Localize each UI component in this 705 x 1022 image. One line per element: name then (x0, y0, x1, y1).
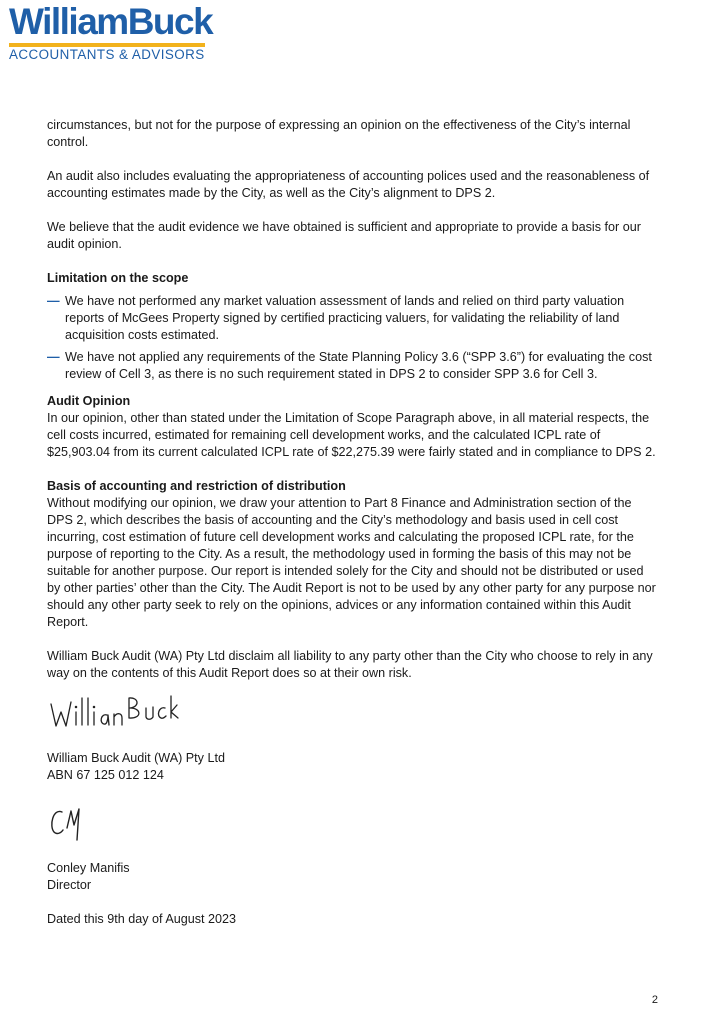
paragraph-audit-evidence: We believe that the audit evidence we have obtained is sufficient and appropriate to provide a basis for our audit opinion. (47, 220, 641, 251)
director-signature (47, 800, 107, 844)
dash-bullet-icon: — (47, 294, 60, 308)
list-item (47, 349, 659, 383)
firm-signature (47, 688, 187, 730)
limitation-item-text: We have not applied any requirements of the State Planning Policy 3.6 (“SPP 3.6”) for evaluating the cost review of Cell 3, as there is no such requirement stated in DPS 2 to consider SPP 3.6 for Cell 3. (65, 350, 652, 381)
company-logo (9, 1, 213, 63)
logo-wordmark: WilliamBuck (9, 1, 213, 42)
basis-paragraph: Without modifying our opinion, we draw your attention to Part 8 Finance and Administration section of the DPS 2, which describes the basis of accounting and the City’s methodology and basis used in cell cost incurring, cost estimation of future cell development works and calculating the proposed ICPL rate, for the purpose of reporting to the City. As a result, the methodology used in forming the basis of this may not be suitable for another purpose. Our report is intended solely for the City and should not be distributed or used by other parties’ other than the City. The Audit Report is not to be used by any other party for any purpose nor should any other party seek to rely on the opinions, advices or any information contained within this Audit Report. (47, 496, 656, 629)
report-body (47, 117, 659, 928)
dated-line: Dated this 9th day of August 2023 (47, 912, 237, 926)
limitation-heading: Limitation on the scope (47, 271, 189, 285)
logo-tagline: ACCOUNTANTS & ADVISORS (9, 47, 205, 62)
dash-bullet-icon: — (47, 350, 60, 364)
paragraph-internal-control: circumstances, but not for the purpose of expressing an opinion on the effectiveness of the City’s internal control. (47, 118, 631, 149)
firm-abn: ABN 67 125 012 124 (47, 768, 164, 782)
firm-signature-script: William Buck (47, 688, 53, 689)
basis-heading: Basis of accounting and restriction of distribution (47, 479, 346, 493)
opinion-heading: Audit Opinion (47, 394, 131, 408)
firm-name: William Buck Audit (WA) Pty Ltd (47, 751, 225, 765)
director-title: Director (47, 878, 92, 892)
page-number: 2 (651, 994, 658, 1006)
opinion-paragraph: In our opinion, other than stated under the Limitation of Scope Paragraph above, in all material respects, the cell costs incurred, estimated for remaining cell development works, and the calculated ICPL rate of $25,903.04 from its current calculated ICPL rate of $22,275.39 were fairly stated and in compliance to DPS 2. (47, 411, 656, 459)
director-name: Conley Manifis (47, 861, 130, 875)
list-item (47, 293, 659, 344)
paragraph-accounting-policies: An audit also includes evaluating the appropriateness of accounting polices used and the reasonableness of accounting estimates made by the City, as well as the City’s alignment to DPS 2. (47, 169, 650, 200)
limitation-list (47, 293, 659, 383)
disclaimer-paragraph: William Buck Audit (WA) Pty Ltd disclaim all liability to any party other than the City who choose to rely in any way on the contents of this Audit Report does so at their own risk. (47, 649, 653, 680)
director-signature-script: CM (47, 800, 49, 801)
limitation-item-text: We have not performed any market valuation assessment of lands and relied on third party valuation reports of McGees Property signed by certified practicing valuers, for validating the reliability of land acquisition costs estimated. (65, 294, 625, 342)
